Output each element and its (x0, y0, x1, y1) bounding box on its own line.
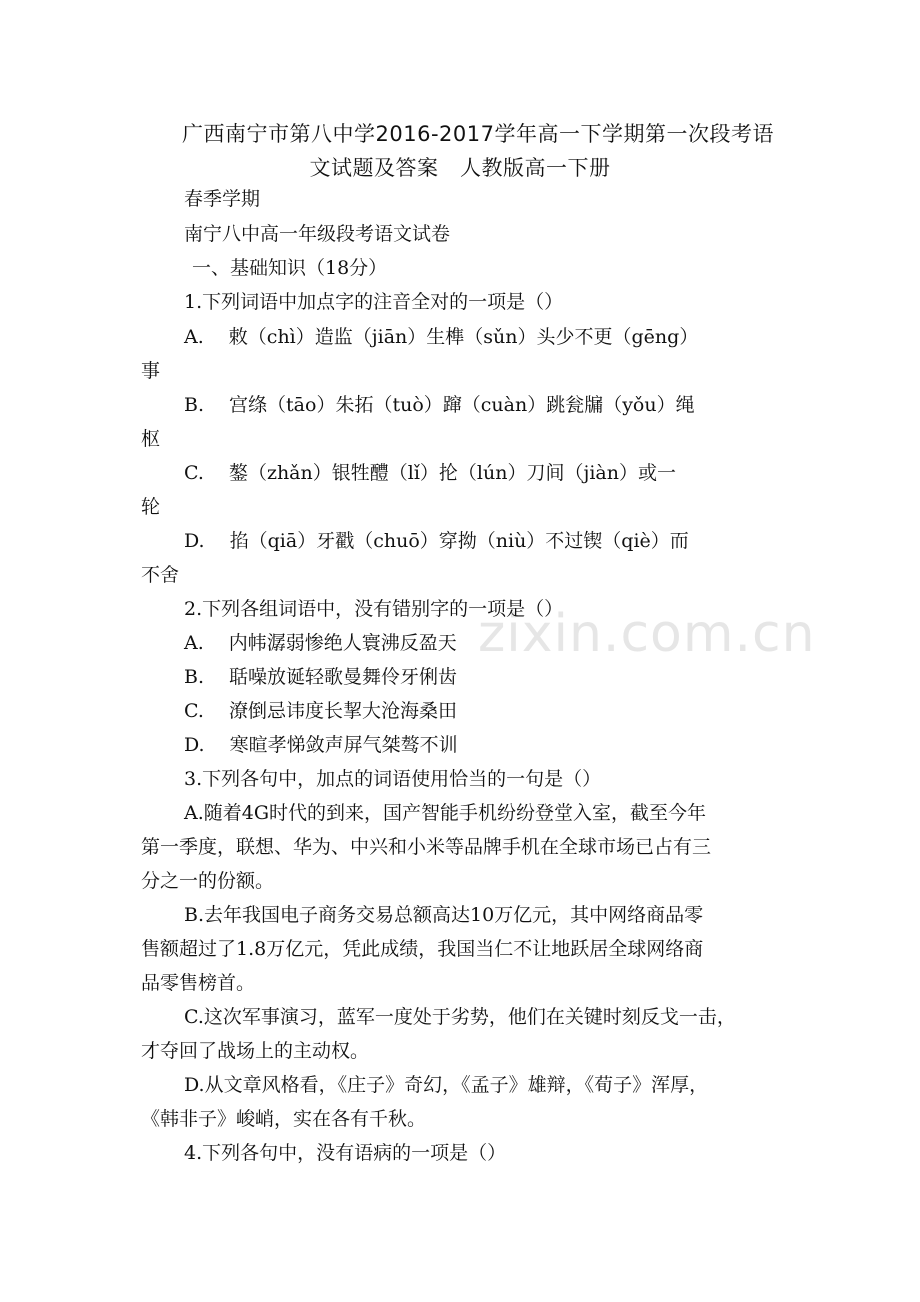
question-3-option-a: A.随着4G时代的到来，国产智能手机纷纷登堂入室，截至今年 (184, 802, 707, 824)
term-label: 春季学期 (184, 188, 261, 210)
question-3-option-b-cont-1: 售额超过了1.8万亿元，凭此成绩，我国当仁不让地跃居全球网络商 (141, 938, 704, 960)
question-1-option-c-cont: 轮 (141, 496, 161, 518)
question-3-option-c-cont: 才夺回了战场上的主动权。 (141, 1040, 370, 1062)
question-2-option-a: A. 内帏潺弱惨绝人寰沸反盈天 (184, 632, 457, 654)
watermark: zixin.com.cn (478, 604, 816, 664)
question-1-option-a: A. 敕（chì）造监（jiān）生榫（sǔn）头少不更（gēng） (184, 326, 699, 348)
document-title-line-1: 广西南宁市第八中学2016-2017学年高一下学期第一次段考语 (182, 122, 774, 146)
question-3-option-a-cont-1: 第一季度，联想、华为、中兴和小米等品牌手机在全球市场已占有三 (141, 836, 712, 858)
question-1-option-b: B. 宫绦（tāo）朱拓（tuò）蹿（cuàn）跳瓮牖（yǒu）绳 (184, 394, 695, 416)
question-2-option-d: D. 寒暄孝悌敛声屏气桀骜不训 (184, 734, 458, 756)
question-2-stem: 2.下列各组词语中，没有错别字的一项是（） (184, 598, 564, 620)
question-3-stem: 3.下列各句中，加点的词语使用恰当的一句是（） (184, 768, 602, 790)
question-1-option-d: D. 掐（qiā）牙戳（chuō）穿拗（niù）不过锲（qiè）而 (184, 530, 689, 552)
question-4-stem: 4.下列各句中，没有语病的一项是（） (184, 1142, 507, 1164)
question-3-option-a-cont-2: 分之一的份额。 (141, 870, 275, 892)
question-3-option-b-cont-2: 品零售榜首。 (141, 972, 256, 994)
question-1-option-d-cont: 不舍 (141, 564, 180, 586)
question-2-option-b: B. 聒噪放诞轻歌曼舞伶牙俐齿 (184, 666, 458, 688)
section-heading: 一、基础知识（18分） (192, 257, 388, 279)
exam-name: 南宁八中高一年级段考语文试卷 (184, 223, 451, 245)
question-3-option-d: D.从文章风格看，《庄子》奇幻，《孟子》雄辩，《荀子》浑厚， (184, 1074, 709, 1096)
question-1-option-a-cont: 事 (141, 360, 161, 382)
question-1-stem: 1.下列词语中加点字的注音全对的一项是（） (184, 291, 564, 313)
question-3-option-b: B.去年我国电子商务交易总额高达10万亿元，其中网络商品零 (184, 904, 704, 926)
question-1-option-b-cont: 枢 (141, 428, 161, 450)
question-3-option-d-cont: 《韩非子》峻峭，实在各有千秋。 (141, 1108, 427, 1130)
question-1-option-c: C. 鏊（zhǎn）银牲醴（lǐ）抡（lún）刀间（jiàn）或一 (184, 462, 676, 484)
question-2-option-c: C. 潦倒忌讳度长挈大沧海桑田 (184, 700, 457, 722)
question-3-option-c: C.这次军事演习，蓝军一度处于劣势，他们在关键时刻反戈一击， (184, 1006, 736, 1028)
document-title-line-2: 文试题及答案 人教版高一下册 (309, 156, 611, 180)
